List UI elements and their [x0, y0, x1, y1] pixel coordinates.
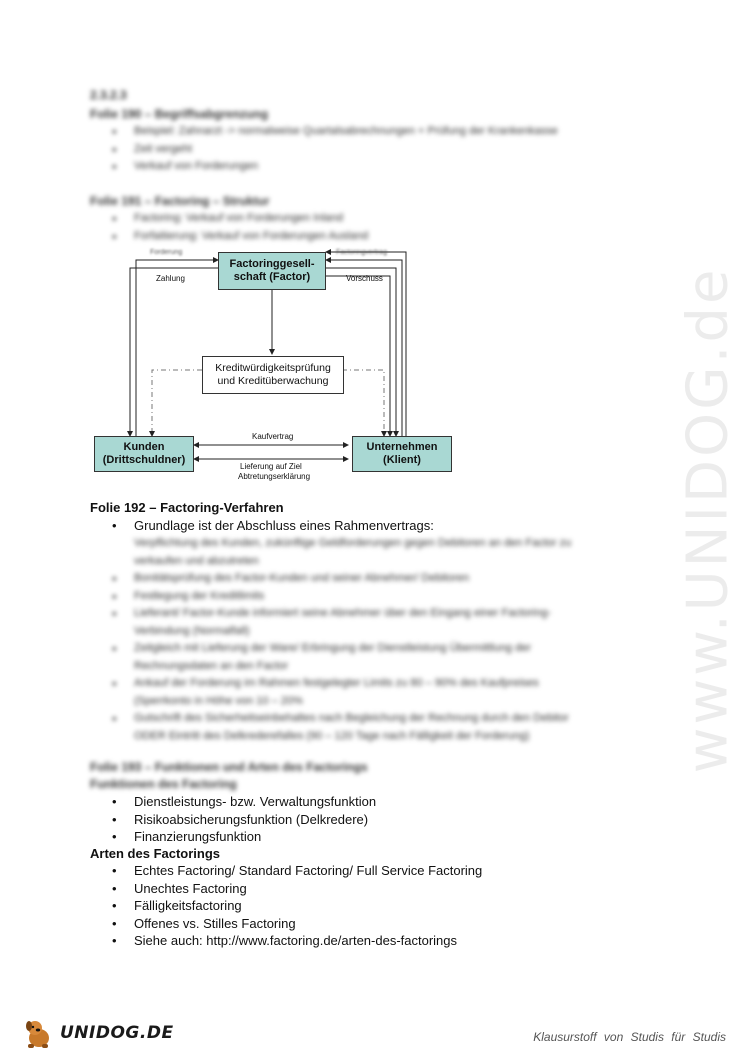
list-item: • Zeit vergeht	[112, 141, 558, 159]
arten-list	[112, 862, 482, 950]
list-item: • Grundlage ist der Abschluss eines Rahmenvertrags:	[112, 517, 434, 535]
unidog-logo	[22, 1016, 174, 1050]
folie192-sublist	[112, 710, 571, 728]
kunden-line2: (Drittschuldner)	[102, 454, 186, 466]
item-sub: ODER Eintritt des Delkrederefalles (90 – 120 Tage nach Fälligkeit der Forderung)	[134, 729, 530, 742]
footer-tagline: Klausurstoff von Studis für Studis	[533, 1030, 726, 1044]
folie193-title: Folie 193 – Funktionen und Arten des Factorings	[90, 760, 368, 774]
list-item: • Bonitätsprüfung des Factor-Kunden und seiner Abnehmer/ Debitoren	[112, 570, 571, 588]
folie193-subtitle: Funktionen des Factoring	[90, 777, 237, 791]
lead-sub: verkaufen und abzutreten	[134, 554, 259, 567]
item-sub: Verbindung (Normalfall)	[134, 624, 250, 637]
list-item: • Forfaitierung: Verkauf von Forderungen Ausland	[112, 228, 368, 246]
credit-check-box	[202, 356, 344, 394]
list-item: • Finanzierungsfunktion	[112, 828, 376, 846]
folie192-title: Folie 192 – Factoring-Verfahren	[90, 500, 284, 515]
label-abtretung: Abtretungserklärung	[238, 472, 311, 481]
kunden-box	[94, 436, 194, 472]
list-item: • Fälligkeitsfactoring	[112, 897, 482, 915]
factoring-structure-diagram	[90, 246, 460, 486]
list-item: • Ankauf der Forderung im Rahmen festgelegter Limits zu 80 – 90% des Kaufpreises	[112, 675, 571, 693]
list-item: • Echtes Factoring/ Standard Factoring/ Full Service Factoring	[112, 862, 482, 880]
list-item: • Risikoabsicherungsfunktion (Delkredere)	[112, 811, 376, 829]
check-line2: und Kreditüberwachung	[217, 375, 329, 387]
label-vorschuss: Vorschuss	[346, 274, 383, 283]
list-item: • Zeitgleich mit Lieferung der Ware/ Erbringung der Dienstleistung Übermittlung der	[112, 640, 571, 658]
unternehmen-box	[352, 436, 452, 472]
item-sub: (Sperrkonto in Höhe von 10 – 20%	[134, 694, 303, 707]
list-item: • Offenes vs. Stilles Factoring	[112, 915, 482, 933]
list-item: • Dienstleistungs- bzw. Verwaltungsfunktion	[112, 793, 376, 811]
list-item: • Lieferant/ Factor-Kunde informiert seine Abnehmer über den Eingang einer Factoring-	[112, 605, 571, 623]
folie192-sublist	[112, 570, 571, 623]
watermark: www.UNIDOG.de	[675, 266, 741, 774]
logo-text: UNIDOG.DE	[60, 1023, 174, 1043]
folie191-list	[112, 210, 368, 245]
functions-list	[112, 793, 376, 846]
folie191-title: Folie 191 – Factoring – Struktur	[90, 194, 270, 208]
list-item: • Gutschrift des Sicherheitseinbehaltes nach Begleichung der Rechnung durch den Debitor	[112, 710, 571, 728]
factor-line1: Factoringgesell-	[229, 258, 315, 270]
dog-mascot-icon	[22, 1016, 56, 1050]
unternehmen-line2: (Klient)	[383, 454, 421, 466]
list-item: • Siehe auch: http://www.factoring.de/arten-des-factorings	[112, 932, 482, 950]
folie192-sublist	[112, 675, 571, 693]
unternehmen-line1: Unternehmen	[366, 441, 438, 453]
arten-title: Arten des Factorings	[90, 846, 221, 861]
list-item: • Festlegung der Kreditlimits	[112, 588, 571, 606]
item-sub: Rechnungsdaten an den Factor	[134, 659, 289, 672]
label-zahlung: Zahlung	[156, 274, 185, 283]
section-number: 2.3.2.3	[90, 88, 127, 102]
label-forderung: Forderung	[150, 249, 183, 256]
folie192-sublist	[112, 640, 571, 658]
list-item: • Verkauf von Forderungen	[112, 158, 558, 176]
factor-line2: schaft (Factor)	[233, 271, 311, 283]
folie190-title: Folie 190 – Begriffsabgrenzung	[90, 107, 269, 121]
list-item: • Factoring: Verkauf von Forderungen Inland	[112, 210, 368, 228]
list-item: • Beispiel: Zahnarzt -> normalweise Quartalsabrechnungen + Prüfung der Krankenkasse	[112, 123, 558, 141]
lead-sub: Verpflichtung des Kunden, zukünftige Geldforderungen gegen Debitoren an den Factor zu	[134, 537, 572, 549]
check-line1: Kreditwürdigkeitsprüfung	[215, 362, 331, 374]
kunden-line1: Kunden	[123, 441, 165, 453]
folie192-list	[112, 517, 434, 535]
factor-box	[218, 252, 326, 290]
label-factoringvertrag: Factoringvertrag	[336, 249, 387, 256]
list-item: • Unechtes Factoring	[112, 880, 482, 898]
folie190-list	[112, 123, 558, 176]
folie192-blurred-block	[112, 535, 571, 745]
label-kaufvertrag: Kaufvertrag	[252, 432, 294, 441]
label-lieferung: Lieferung auf Ziel	[240, 462, 302, 471]
